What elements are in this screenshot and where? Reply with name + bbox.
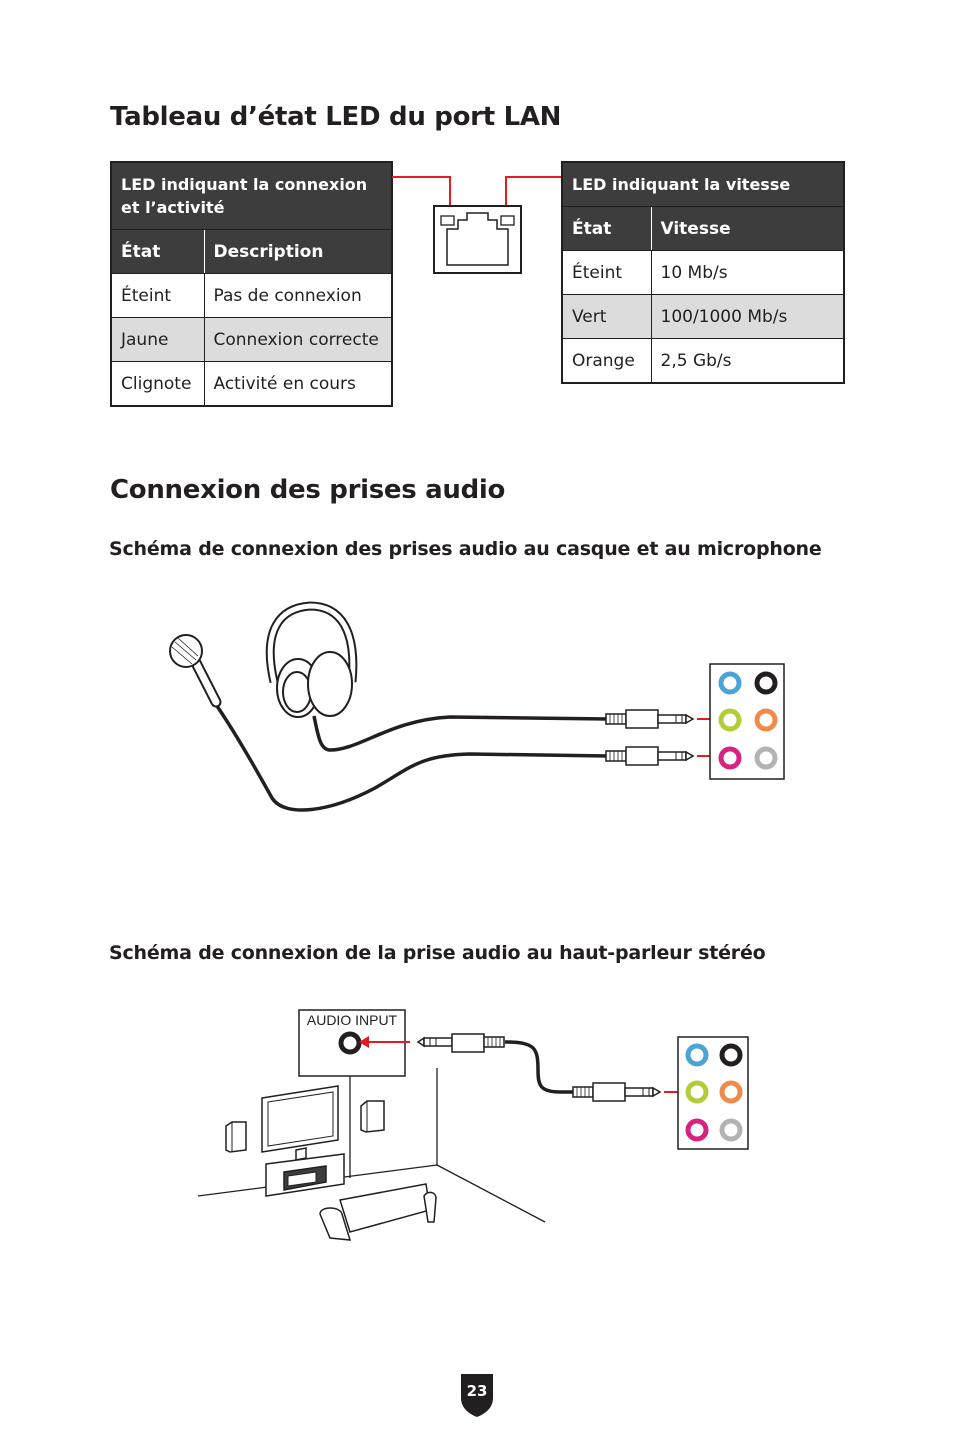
speaker-diagram: [0, 1000, 954, 1260]
row-description: Connexion correcte: [204, 318, 392, 362]
column-header-description: Description: [204, 230, 392, 274]
table-row: [111, 362, 392, 407]
left-speaker-icon: [226, 1122, 246, 1152]
center-sub-jack-icon: [722, 1083, 740, 1101]
headphones-icon: [270, 606, 353, 717]
audio-input-label: AUDIO INPUT: [306, 1012, 398, 1028]
speed-led-caption: LED indiquant la vitesse: [562, 162, 844, 207]
line-in-jack-icon: [721, 674, 739, 692]
microphone-icon: [170, 635, 216, 702]
column-header-speed: Vitesse: [651, 207, 844, 251]
row-speed: 2,5 Gb/s: [651, 339, 844, 384]
headset-diagram: [0, 570, 954, 870]
row-state: Vert: [562, 295, 651, 339]
rear-speaker-jack-icon: [757, 674, 775, 692]
row-state: Éteint: [111, 274, 204, 318]
headset-diagram-heading: Schéma de connexion des prises audio au casque et au microphone: [109, 538, 822, 560]
side-speaker-jack-icon: [722, 1121, 740, 1139]
page-number: 23: [466, 1382, 488, 1400]
speed-led-icon: [501, 216, 514, 225]
column-header-state: État: [111, 230, 204, 274]
table-row: [111, 318, 392, 362]
lan-section-title: Tableau d’état LED du port LAN: [110, 102, 562, 132]
line-out-jack-icon: [721, 711, 739, 729]
table-row: [562, 339, 844, 384]
line-out-jack-icon: [688, 1083, 706, 1101]
row-state: Éteint: [562, 251, 651, 295]
tv-icon: [262, 1086, 338, 1160]
rear-speaker-jack-icon: [722, 1046, 740, 1064]
mic-in-jack-icon: [688, 1121, 706, 1139]
row-speed: 100/1000 Mb/s: [651, 295, 844, 339]
line-in-jack-icon: [688, 1046, 706, 1064]
mic-in-jack-icon: [721, 749, 739, 767]
right-speaker-icon: [361, 1101, 384, 1132]
receiver-icon: [266, 1154, 344, 1196]
audio-input-plug-icon: [418, 1034, 504, 1052]
sofa-icon: [320, 1184, 436, 1240]
speed-led-table: [561, 161, 845, 384]
table-row: [562, 295, 844, 339]
row-state: Jaune: [111, 318, 204, 362]
speaker-cable: [505, 1042, 574, 1092]
center-sub-jack-icon: [757, 711, 775, 729]
audio-jack-panel: [678, 1037, 748, 1149]
side-speaker-jack-icon: [757, 749, 775, 767]
row-state: Clignote: [111, 362, 204, 407]
audio-input-jack-icon: [341, 1034, 359, 1052]
microphone-plug-icon: [606, 747, 693, 765]
row-speed: 10 Mb/s: [651, 251, 844, 295]
connection-led-caption: LED indiquant la connexion et l’activité: [111, 162, 392, 230]
row-state: Orange: [562, 339, 651, 384]
headphones-plug-icon: [606, 710, 693, 728]
table-row: [562, 251, 844, 295]
line-out-plug-icon: [573, 1083, 660, 1101]
row-description: Activité en cours: [204, 362, 392, 407]
speaker-diagram-heading: Schéma de connexion de la prise audio au haut-parleur stéréo: [109, 942, 766, 964]
audio-jack-panel: [710, 664, 784, 779]
headphones-cable: [314, 716, 608, 750]
column-header-state: État: [562, 207, 651, 251]
row-description: Pas de connexion: [204, 274, 392, 318]
connection-led-icon: [441, 216, 454, 225]
audio-section-title: Connexion des prises audio: [110, 475, 506, 505]
